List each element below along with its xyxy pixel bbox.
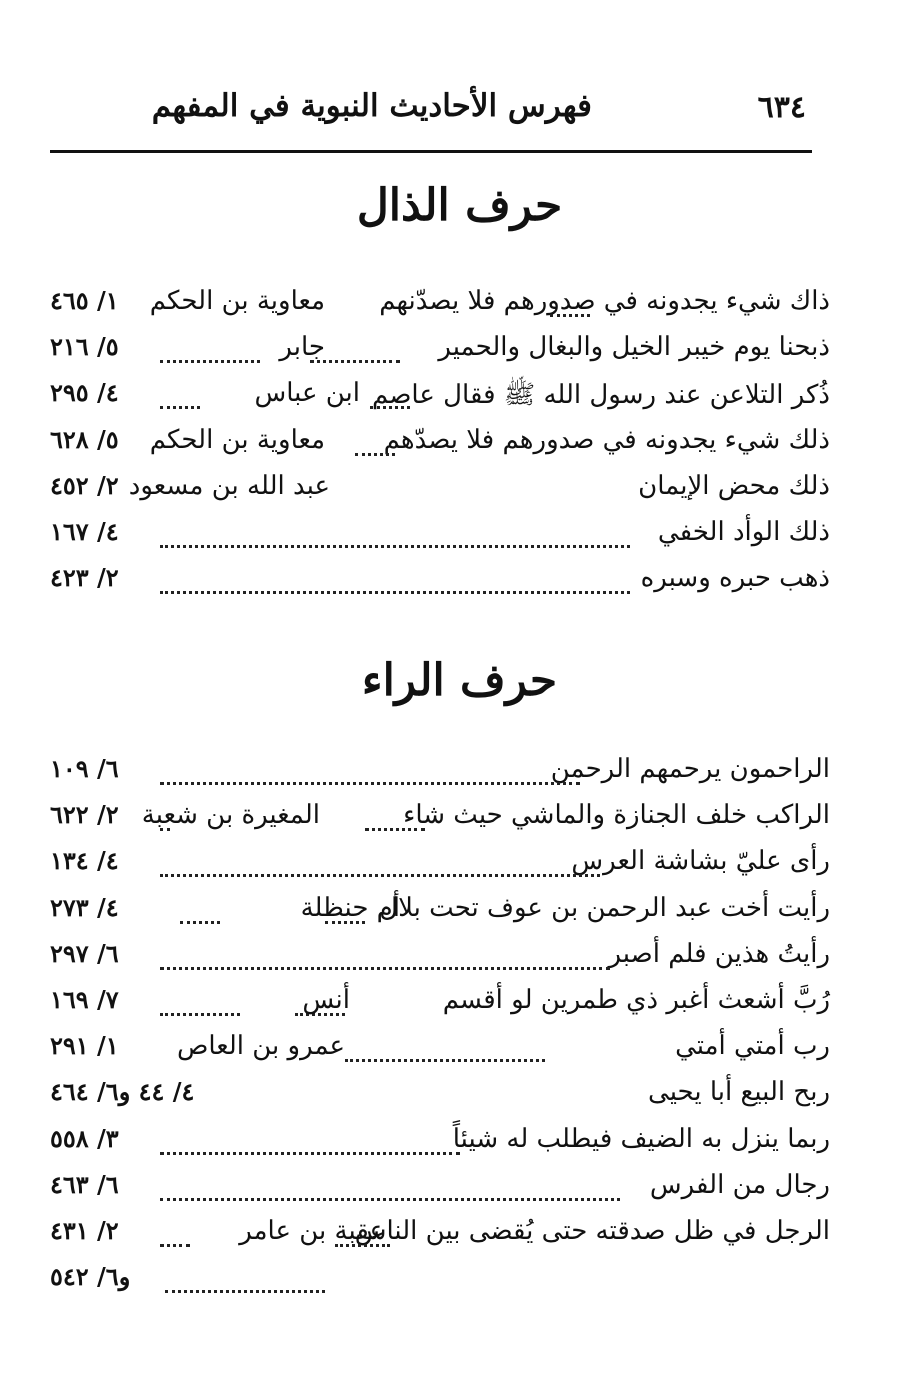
hadith-text: ربح البيع أبا يحيى [648, 1077, 830, 1108]
list-item [50, 1025, 830, 1071]
list-item [50, 511, 830, 557]
hadith-text: الرجل في ظل صدقته حتى يُقضى بين الناس [354, 1215, 830, 1246]
list-item [50, 840, 830, 886]
leader-dots [160, 854, 600, 877]
volume-page-ref: ٦/ ٤٦٣ [50, 1169, 119, 1199]
leader-dots [365, 808, 425, 831]
hadith-text: ربما ينزل به الضيف فيطلب له شيئاً [452, 1123, 830, 1154]
hadith-text: ذلك محض الإيمان [638, 470, 830, 501]
hadith-text: الراكب خلف الجنازة والماشي حيث شاء [403, 800, 830, 831]
leader-dots [180, 901, 220, 924]
volume-page-ref: ٢/ ٤٢٣ [50, 563, 119, 593]
narrator: عبد الله بن مسعود [128, 470, 330, 501]
hadith-text: رجال من الفرس [649, 1169, 830, 1200]
hadith-text: رُبَّ أشعث أغبر ذي طمرين لو أقسم [442, 984, 830, 1015]
page-number: ٦٣٤ [757, 90, 806, 125]
narrator: معاوية بن الحكم [149, 424, 325, 455]
volume-page-ref: ٢/ ٤٥٢ [50, 470, 119, 500]
list-item [50, 372, 830, 418]
hadith-text: رأيت أخت عبد الرحمن بن عوف تحت بلال [379, 892, 830, 923]
list-item [50, 979, 830, 1025]
volume-page-ref: ٦/ ٢٩٧ [50, 938, 119, 968]
volume-page-ref: ٤/ ٤٤ و٦/ ٤٦٤ [50, 1077, 195, 1107]
narrator: جابر [279, 332, 325, 363]
hadith-text: ذُكر التلاعن عند رسول الله ﷺ فقال عاصم [372, 380, 830, 411]
list-item [50, 465, 830, 511]
list-item [50, 1164, 830, 1210]
leader-dots [370, 386, 410, 409]
list-item [50, 933, 830, 979]
leader-dots [345, 1039, 545, 1062]
volume-page-ref: ٥/ ٢١٦ [50, 332, 119, 362]
list-item [50, 794, 830, 840]
list-item [50, 326, 830, 372]
volume-page-ref: ٤/ ١٦٧ [50, 516, 119, 546]
leader-dots [160, 762, 580, 785]
hadith-text: ذهب حبره وسبره [640, 563, 830, 594]
hadith-text: ذلك شيء يجدونه في صدورهم فلا يصدّهم [383, 424, 830, 455]
page-header [50, 78, 812, 138]
list-item [50, 887, 830, 933]
leader-dots [160, 1132, 460, 1155]
list-item [50, 1071, 830, 1117]
leader-dots [160, 571, 630, 594]
running-title: فهرس الأحاديث النبوية في المفهم [151, 88, 592, 124]
leader-dots [160, 947, 610, 970]
narrator: أم حنظلة [300, 892, 400, 923]
section-title-ra: حرف الراء [361, 655, 558, 706]
entry-list-dhal [50, 280, 830, 603]
narrator: معاوية بن الحكم [149, 286, 325, 316]
list-item [50, 1210, 830, 1256]
list-item [50, 1256, 830, 1302]
hadith-text: ذلك الوأد الخفي [657, 516, 830, 547]
narrator: عمرو بن العاص [176, 1031, 345, 1062]
volume-page-ref: ٢/ ٦٢٢ [50, 800, 119, 830]
hadith-text: ذبحنا يوم خيبر الخيل والبغال والحمير [438, 332, 830, 363]
volume-page-ref: ٤/ ١٣٤ [50, 846, 119, 876]
header-rule [50, 150, 812, 153]
volume-page-ref: ١/ ٢٩١ [50, 1031, 119, 1061]
leader-dots [160, 1224, 190, 1247]
volume-page-ref: ٣/ ٥٥٨ [50, 1123, 119, 1153]
list-item [50, 748, 830, 794]
volume-page-ref: ٤/ ٢٧٣ [50, 892, 119, 922]
hadith-text: رب أمتي أمتي [675, 1031, 830, 1062]
narrator: عقبة بن عامر [239, 1215, 385, 1246]
list-item [50, 1118, 830, 1164]
hadith-text: ذاك شيء يجدونه في صدورهم فلا يصدّنهم [379, 286, 830, 316]
volume-page-ref: ٤/ ٢٩٥ [50, 378, 119, 408]
section-title-dhal: حرف الذال [356, 180, 563, 231]
narrator: المغيرة بن شعبة [141, 800, 320, 831]
hadith-text: الراحمون يرحمهم الرحمن [550, 754, 830, 784]
volume-page-ref: ١/ ٤٦٥ [50, 286, 119, 315]
leader-dots [160, 386, 200, 409]
volume-page-ref: ٧/ ١٦٩ [50, 984, 119, 1014]
leader-dots [160, 993, 240, 1016]
volume-page-ref: ٦/ ١٠٩ [50, 754, 119, 783]
list-item [50, 280, 830, 326]
leader-dots [550, 294, 590, 317]
hadith-text: رأى عليّ بشاشة العرس [571, 846, 830, 877]
leader-dots [355, 433, 395, 456]
volume-page-ref: ٢/ ٤٣١ [50, 1215, 119, 1245]
list-item [50, 557, 830, 603]
volume-page-ref: و٦/ ٥٤٢ [50, 1262, 131, 1292]
leader-dots [160, 340, 260, 363]
leader-dots [160, 525, 630, 548]
narrator: ابن عباس [254, 378, 360, 409]
list-item [50, 419, 830, 465]
narrator: أنس [302, 984, 350, 1015]
entry-list-ra [50, 748, 830, 1302]
leader-dots [160, 1178, 620, 1201]
volume-page-ref: ٥/ ٦٢٨ [50, 424, 119, 454]
leader-dots [165, 1270, 325, 1293]
hadith-text: رأيتُ هذين فلم أصبر [608, 938, 830, 969]
